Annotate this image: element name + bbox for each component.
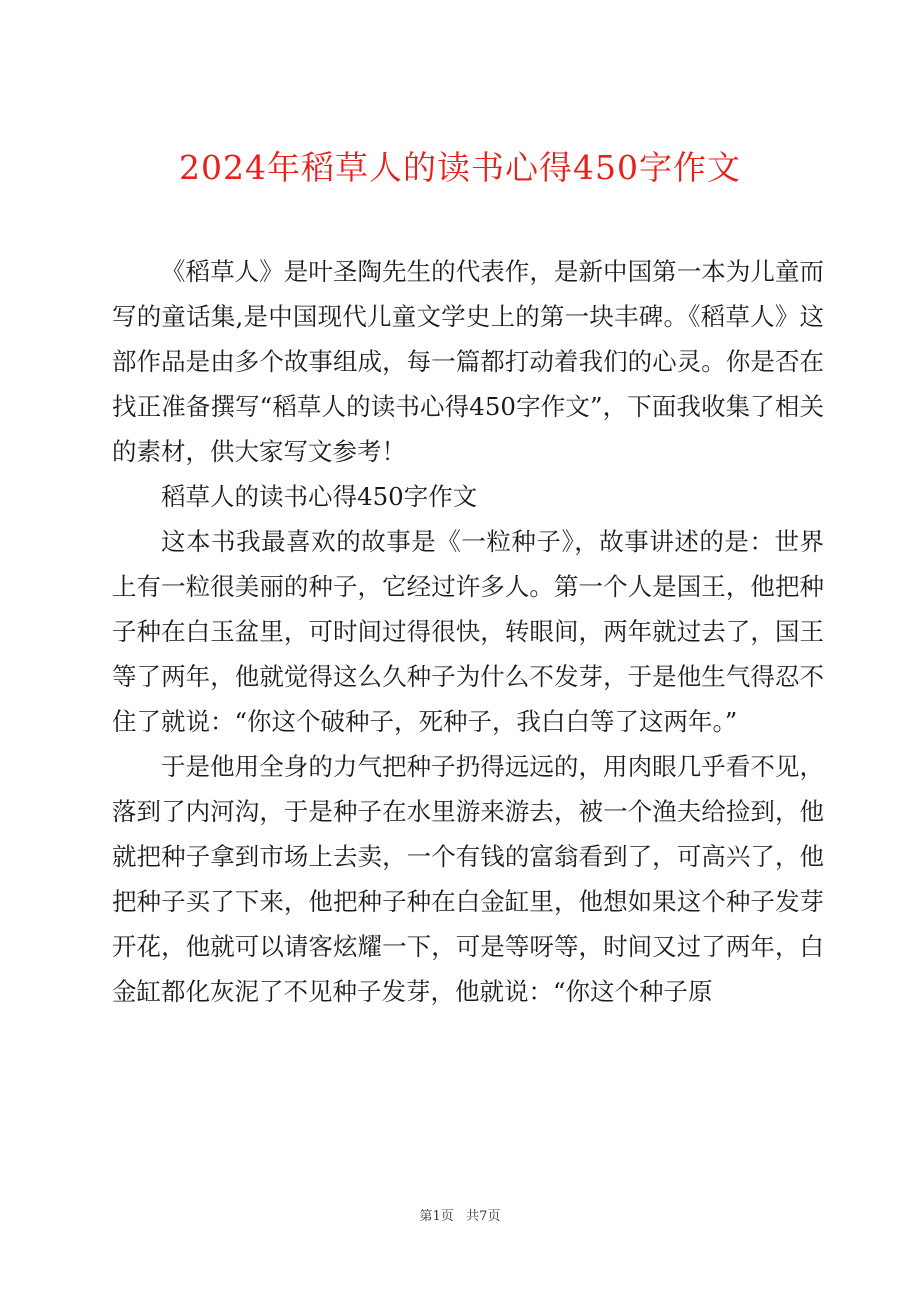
document-body <box>112 249 824 1014</box>
body-paragraph: 这本书我最喜欢的故事是《一粒种子》，故事讲述的是：世界上有一粒很美丽的种子，它经过许多人。第一个人是国王，他把种子种在白玉盆里，可时间过得很快，转眼间，两年就过去了，国王等了两年，他就觉得这么久种子为什么不发芽，于是他生气得忍不住了就说：“你这个破种子，死种子，我白白等了这两年。” <box>112 527 824 736</box>
section-heading: 稻草人的读书心得450字作文 <box>161 482 478 511</box>
page-footer: 第1页 共7页 <box>419 1209 501 1224</box>
intro-paragraph: 《稻草人》是叶圣陶先生的代表作，是新中国第一本为儿童而写的童话集,是中国现代儿童文学史上的第一块丰碑。《稻草人》这部作品是由多个故事组成，每一篇都打动着我们的心灵。你是否在找正准备撰写“稻草人的读书心得450字作文”，下面我收集了相关的素材，供大家写文参考！ <box>112 257 824 466</box>
body-paragraph: 于是他用全身的力气把种子扔得远远的，用肉眼几乎看不见，落到了内河沟，于是种子在水里游来游去，被一个渔夫给捡到，他就把种子拿到市场上去卖，一个有钱的富翁看到了，可高兴了，他把种子买了下来，他把种子种在白金缸里，他想如果这个种子发芽开花，他就可以请客炫耀一下，可是等呀等，时间又过了两年，白金缸都化灰泥了不见种子发芽，他就说：“你这个种子原 <box>112 752 824 1006</box>
document-title: 2024年稻草人的读书心得450字作文 <box>179 148 741 187</box>
